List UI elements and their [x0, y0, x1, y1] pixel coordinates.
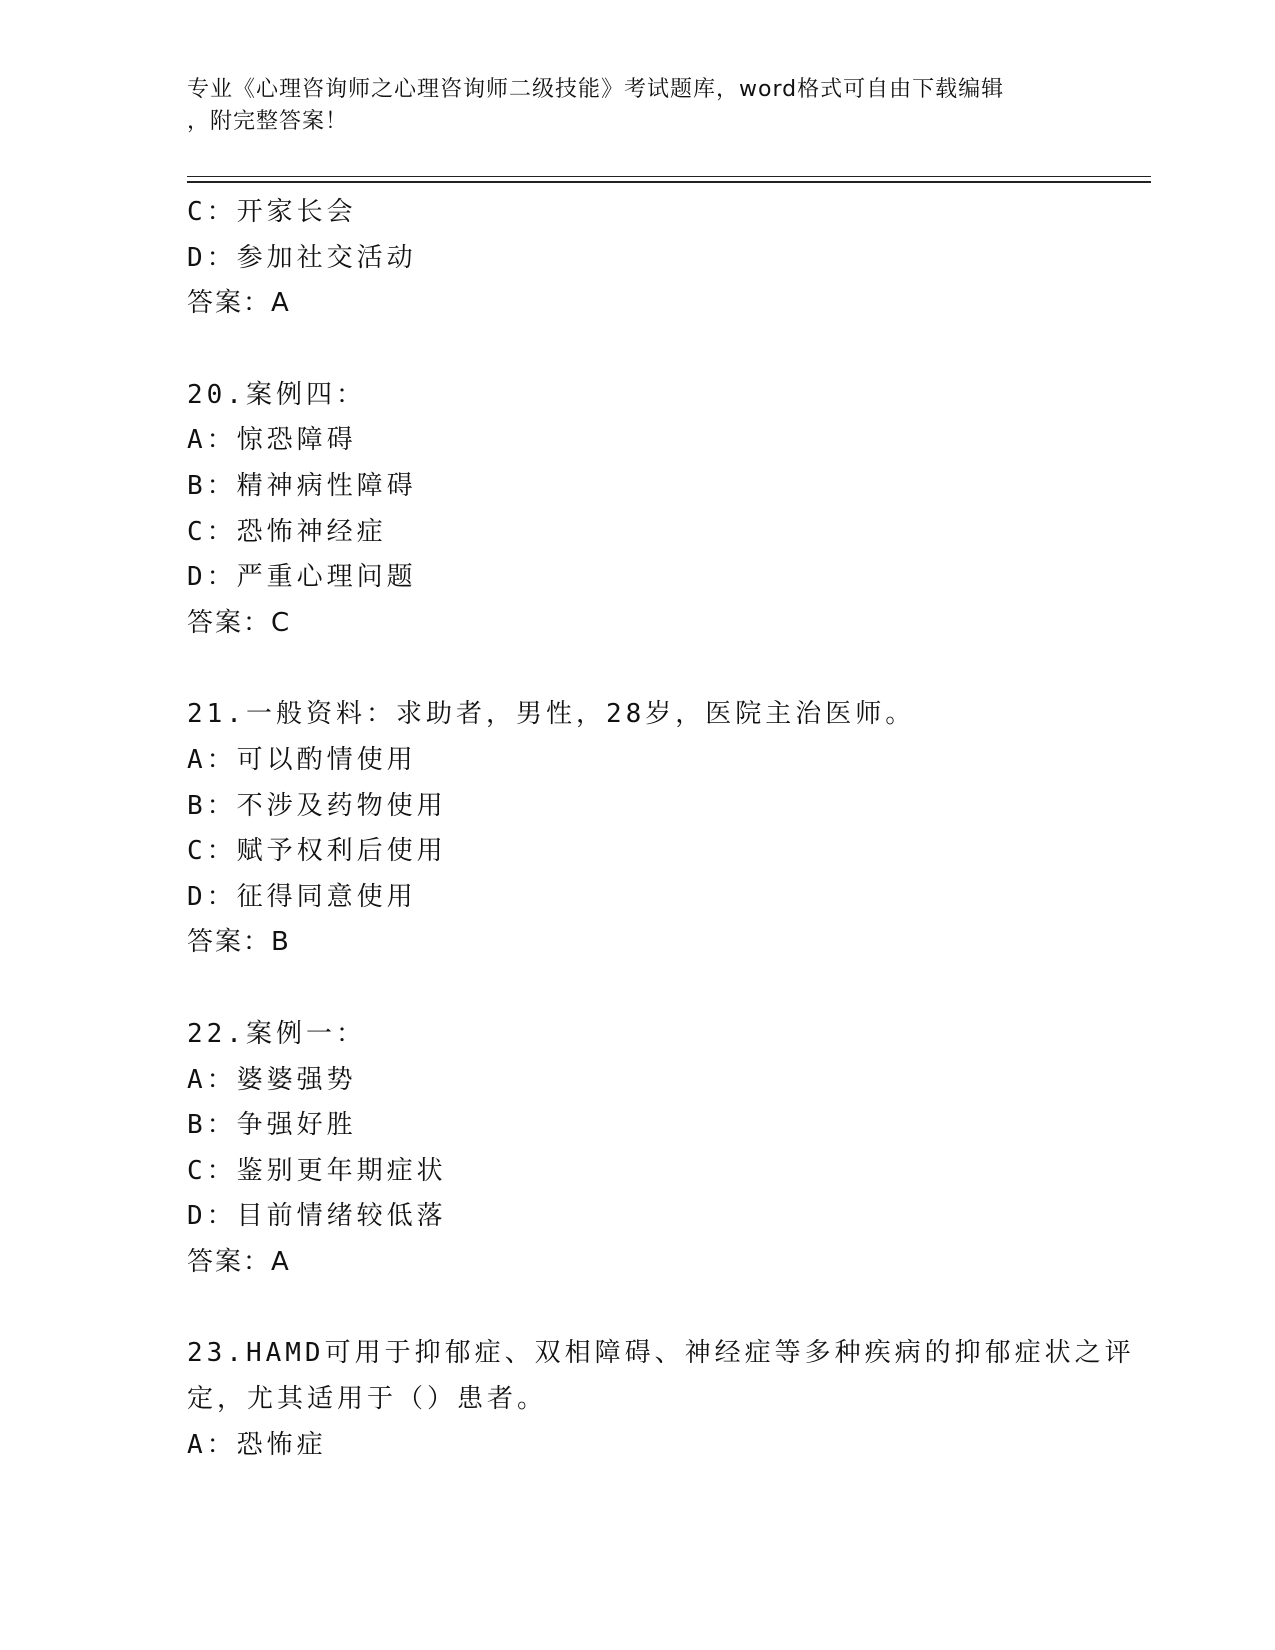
spacer [187, 966, 1087, 1012]
option-b: B：不涉及药物使用 [187, 790, 447, 821]
answer-line: 答案：A [187, 288, 291, 319]
option-a: A：惊恐障碍 [187, 425, 357, 456]
option-c: C：鉴别更年期症状 [187, 1155, 447, 1186]
document-header [187, 74, 1087, 138]
option-a: A：恐怖症 [187, 1429, 327, 1460]
option-a: A：婆婆强势 [187, 1064, 357, 1095]
option-d: D：征得同意使用 [187, 881, 417, 912]
spacer [187, 646, 1087, 692]
question-20 [187, 373, 1087, 647]
question-stem: 22.案例一： [187, 1018, 366, 1049]
question-22 [187, 1012, 1087, 1286]
answer-line: 答案：B [187, 927, 291, 958]
option-c: C：恐怖神经症 [187, 516, 387, 547]
option-d: D：目前情绪较低落 [187, 1201, 447, 1232]
question-21 [187, 692, 1087, 966]
answer-line: 答案：C [187, 607, 292, 638]
spacer [187, 1285, 1087, 1331]
question-stem-line-2: 定，尤其适用于（）患者。 [187, 1384, 548, 1415]
option-a: A：可以酌情使用 [187, 744, 417, 775]
answer-line: 答案：A [187, 1246, 291, 1277]
question-list [187, 190, 1135, 1468]
option-d: D：严重心理问题 [187, 562, 417, 593]
spacer [187, 327, 1087, 373]
header-rule-thick [187, 181, 1151, 183]
header-rule-thin [187, 176, 1151, 177]
question-stem: 20.案例四： [187, 379, 366, 410]
question-23 [187, 1331, 1135, 1468]
option-d: D：参加社交活动 [187, 242, 417, 273]
question-stem: 21.一般资料：求助者，男性，28岁，医院主治医师。 [187, 699, 916, 730]
option-b: B：争强好胜 [187, 1110, 357, 1141]
question-19-tail [187, 190, 1087, 327]
header-line-1: 专业《心理咨询师之心理咨询师二级技能》考试题库，word格式可自由下载编辑 [187, 77, 1005, 102]
option-c: C：开家长会 [187, 197, 357, 227]
header-line-2: ，附完整答案！ [187, 109, 349, 134]
option-c: C：赋予权利后使用 [187, 836, 447, 867]
question-stem-line-1: 23.HAMD可用于抑郁症、双相障碍、神经症等多种疾病的抑郁症状之评 [187, 1338, 1135, 1369]
option-b: B：精神病性障碍 [187, 470, 417, 501]
